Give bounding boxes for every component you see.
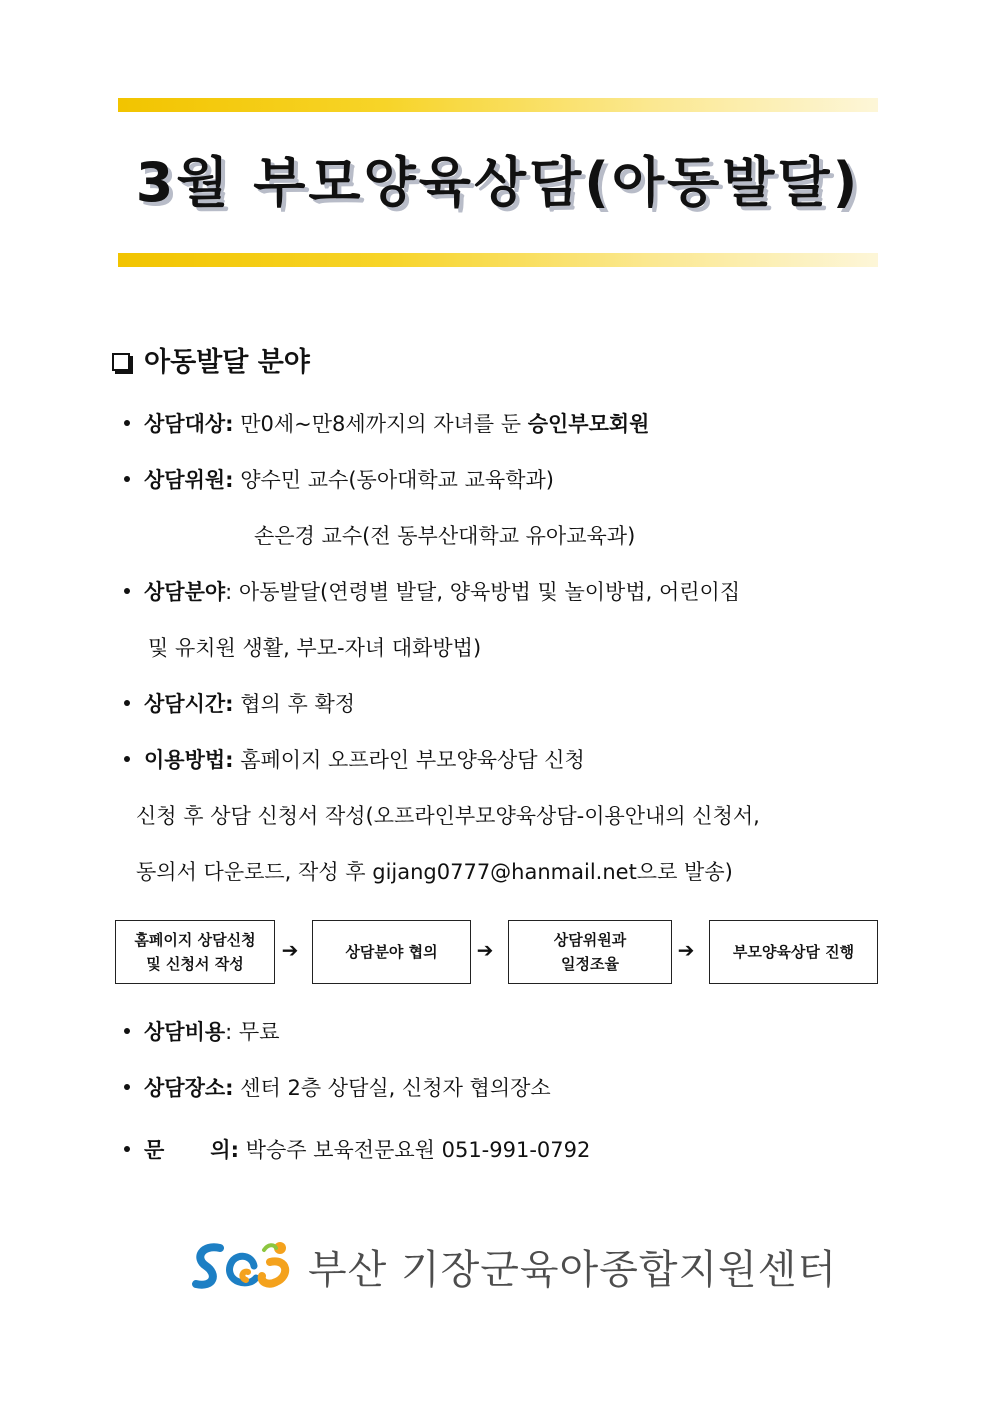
item-field-line2: 및 유치원 생활, 부모-자녀 대화방법) bbox=[148, 636, 482, 660]
item-label: 상담시간: bbox=[144, 692, 234, 716]
section-heading bbox=[112, 340, 310, 379]
section-label: 아동발달 분야 bbox=[144, 347, 310, 378]
flow-step-apply bbox=[115, 920, 275, 984]
item-label: 이용방법: bbox=[144, 748, 234, 772]
item-text: 만0세~만8세까지의 자녀를 둔 bbox=[240, 412, 528, 436]
arrow-right-icon: ➔ bbox=[476, 938, 494, 962]
bullet-icon bbox=[124, 1084, 130, 1090]
bullet-icon bbox=[124, 588, 130, 594]
flow-step-consult-label: 상담분야 협의 bbox=[345, 943, 438, 961]
flow-step-consult bbox=[312, 920, 471, 984]
bottom-decor-band bbox=[118, 253, 878, 267]
checkbox-square-icon bbox=[112, 353, 130, 371]
bullet-icon bbox=[124, 476, 130, 482]
bullet-icon bbox=[124, 700, 130, 706]
bullet-icon bbox=[124, 420, 130, 426]
item-text: 홈페이지 오프라인 부모양육상담 신청 bbox=[240, 748, 585, 772]
item-method-line3: 동의서 다운로드, 작성 후 gijang0777@hanmail.net으로 발송) bbox=[136, 860, 733, 884]
arrow-right-icon: ➔ bbox=[281, 938, 299, 962]
item-inquiry bbox=[124, 1136, 590, 1164]
item-cost bbox=[124, 1018, 279, 1046]
footer-logo bbox=[190, 1236, 837, 1296]
item-label: 의: bbox=[210, 1138, 239, 1162]
flow-step-apply-line2: 및 신청서 작성 bbox=[146, 955, 244, 973]
item-text: : 아동발달(연령별 발달, 양육방법 및 놀이방법, 어린이집 bbox=[225, 580, 741, 604]
item-label: 상담비용 bbox=[144, 1020, 226, 1044]
item-text: 양수민 교수(동아대학교 교육학과) bbox=[240, 468, 554, 492]
item-text: 협의 후 확정 bbox=[240, 692, 356, 716]
flow-step-schedule-line2: 일정조율 bbox=[561, 955, 619, 973]
arrow-right-icon: ➔ bbox=[677, 938, 695, 962]
item-label: 문 bbox=[144, 1138, 165, 1162]
item-counselors-line2: 손은경 교수(전 동부산대학교 유아교육과) bbox=[254, 524, 636, 548]
bullet-icon bbox=[124, 1146, 130, 1152]
item-place bbox=[124, 1074, 551, 1102]
flow-step-proceed-label: 부모양육상담 진행 bbox=[732, 943, 855, 961]
item-highlight: 승인부모회원 bbox=[527, 412, 650, 436]
flow-step-proceed bbox=[709, 920, 878, 984]
item-label: 상담위원: bbox=[144, 468, 234, 492]
item-label: 상담대상: bbox=[144, 412, 234, 436]
item-text: : 무료 bbox=[225, 1020, 280, 1044]
page-title: 3월 부모양육상담(아동발달) bbox=[135, 151, 861, 214]
flow-step-apply-line1: 홈페이지 상담신청 bbox=[134, 931, 256, 949]
org-name: 부산 기장군육아종합지원센터 bbox=[308, 1246, 838, 1293]
center-logo-icon bbox=[190, 1236, 298, 1296]
item-counselors bbox=[124, 466, 554, 494]
item-method bbox=[124, 746, 585, 774]
item-time bbox=[124, 690, 355, 718]
bullet-icon bbox=[124, 1028, 130, 1034]
item-text: 센터 2층 상담실, 신청자 협의장소 bbox=[240, 1076, 551, 1100]
item-field bbox=[124, 578, 740, 606]
flow-step-schedule bbox=[508, 920, 672, 984]
item-text: 박승주 보육전문요원 051-991-0792 bbox=[245, 1138, 591, 1162]
bullet-icon bbox=[124, 756, 130, 762]
top-decor-band bbox=[118, 98, 878, 112]
item-label: 상담장소: bbox=[144, 1076, 234, 1100]
item-method-line2: 신청 후 상담 신청서 작성(오프라인부모양육상담-이용안내의 신청서, bbox=[136, 804, 760, 828]
item-label: 상담분야 bbox=[144, 580, 226, 604]
flow-step-schedule-line1: 상담위원과 bbox=[553, 931, 627, 949]
item-target bbox=[124, 410, 649, 438]
